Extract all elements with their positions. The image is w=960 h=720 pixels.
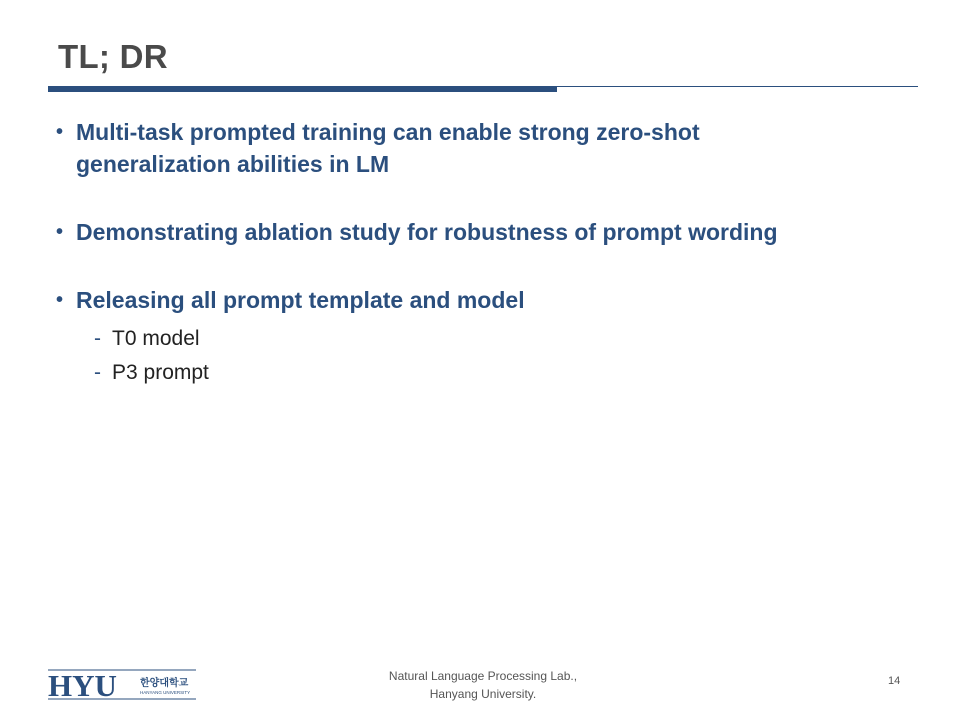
bullet-item [56, 216, 916, 248]
page-number: 14 [888, 675, 901, 687]
logo-english-text: HANYANG UNIVERSITY [140, 690, 191, 695]
bullet-marker: • [56, 289, 64, 311]
sub-bullet-text: P3 prompt [112, 361, 209, 384]
bullet-text: Demonstrating ablation study for robustness of prompt wording [76, 219, 778, 245]
bullet-text: Releasing all prompt template and model [76, 287, 525, 313]
bullet-text-line: generalization abilities in LM [76, 151, 390, 177]
title-underline-thick [48, 86, 557, 92]
sub-bullet-marker: - [94, 361, 101, 384]
sub-bullet-item [94, 322, 209, 356]
bullet-marker: • [56, 221, 64, 243]
slide-title: TL; DR [58, 38, 168, 75]
bullet-item [56, 284, 916, 316]
footer-lab-name [340, 667, 626, 703]
sub-bullet-marker: - [94, 327, 101, 350]
university-logo [48, 668, 196, 700]
bullet-item [56, 116, 916, 180]
logo-hyu-text: HYU [48, 668, 117, 700]
logo-korean-text: 한양대학교 [140, 678, 189, 689]
bullet-marker: • [56, 121, 64, 143]
footer-line: Hanyang University. [429, 687, 537, 701]
sub-bullet-text: T0 model [112, 327, 200, 350]
footer-line: Natural Language Processing Lab., [388, 669, 578, 683]
bullet-list [56, 116, 916, 326]
sub-bullet-list [94, 322, 209, 390]
sub-bullet-item [94, 356, 209, 390]
bullet-text-line: Multi-task prompted training can enable strong zero-shot [76, 119, 700, 145]
